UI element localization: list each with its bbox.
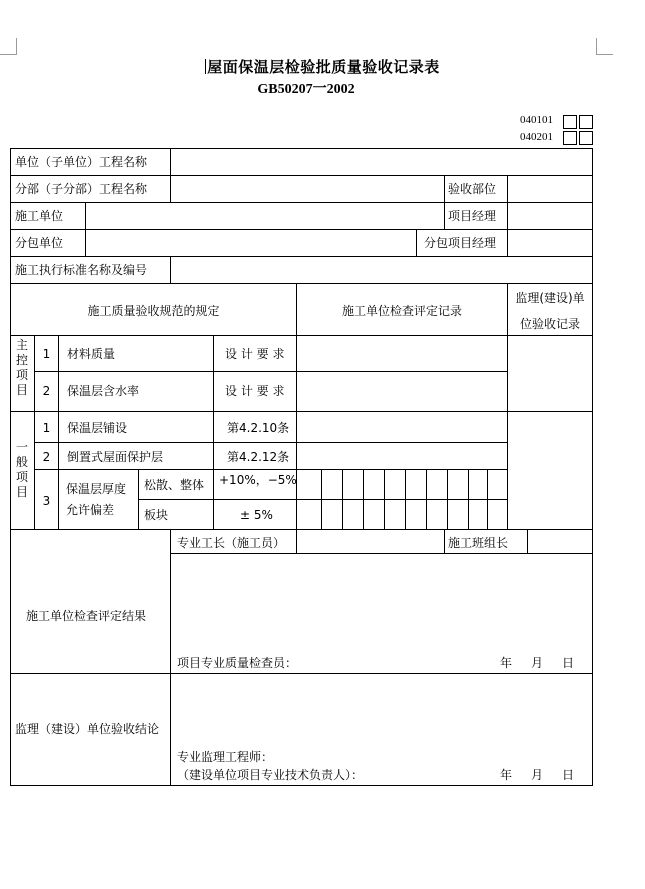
subitem-board: 板块 — [144, 508, 169, 522]
item-number: 3 — [42, 494, 51, 508]
main-control-label: 主 控 项 目 — [15, 338, 28, 397]
item-requirement: 第4.2.12条 — [227, 450, 290, 464]
year-label: 年 — [500, 768, 513, 782]
month-label: 月 — [531, 768, 544, 782]
inspection-code-1: 040101 — [520, 114, 553, 126]
supervision-header-line1: 监理(建设)单 — [515, 291, 585, 305]
unit-project-name-label: 单位（子单位）工程名称 — [15, 155, 148, 169]
supervision-engineer-label: 专业监理工程师： — [177, 750, 274, 764]
supervision-header-line2: 位验收记录 — [519, 317, 580, 331]
quality-inspector-label: 项目专业质量检查员： — [177, 656, 298, 670]
check-record-header: 施工单位检查评定记录 — [341, 304, 462, 318]
item-requirement: 设 计 要 求 — [225, 384, 285, 398]
subcontract-unit-label: 分包单位 — [15, 236, 64, 250]
foreman-label: 专业工长（施工员） — [177, 536, 286, 550]
division-project-name-label: 分部（子分部）工程名称 — [15, 182, 148, 196]
item-name-line1: 保温层厚度 — [66, 482, 127, 496]
item-number: 2 — [42, 384, 51, 398]
subcontract-manager-label: 分包项目经理 — [424, 236, 497, 250]
day-label: 日 — [562, 768, 575, 782]
document-title: 屋面保温层检验批质量验收记录表 — [207, 58, 440, 76]
subitem-loose-tolerance: +10%，−5% — [219, 473, 297, 487]
item-name-line2: 允许偏差 — [66, 503, 115, 517]
item-requirement: 设 计 要 求 — [225, 347, 285, 361]
subitem-board-tolerance: ± 5% — [240, 508, 273, 522]
project-manager-label: 项目经理 — [448, 209, 497, 223]
item-number: 1 — [42, 347, 51, 361]
standard-name-label: 施工执行标准名称及编号 — [15, 263, 148, 277]
acceptance-part-label: 验收部位 — [448, 182, 497, 196]
item-name: 倒置式屋面保护层 — [67, 450, 164, 464]
item-number: 1 — [42, 421, 51, 435]
subitem-loose: 松散、整体 — [144, 478, 205, 492]
supervision-conclusion-label: 监理（建设）单位验收结论 — [15, 722, 160, 736]
standard-number: GB50207一2002 — [257, 82, 355, 97]
year-label: 年 — [500, 656, 513, 670]
item-name: 保温层含水率 — [67, 384, 140, 398]
item-requirement: 第4.2.10条 — [227, 421, 290, 435]
item-number: 2 — [42, 450, 51, 464]
construction-unit-label: 施工单位 — [15, 209, 64, 223]
general-items-label: 一 般 项 目 — [15, 440, 28, 499]
owner-representative-label: （建设单位项目专业技术负责人）： — [177, 768, 364, 782]
month-label: 月 — [531, 656, 544, 670]
item-name: 材料质量 — [67, 347, 116, 361]
spec-header: 施工质量验收规范的规定 — [87, 304, 220, 318]
inspection-code-2: 040201 — [520, 131, 553, 143]
day-label: 日 — [562, 656, 575, 670]
construction-result-label: 施工单位检查评定结果 — [26, 609, 147, 623]
team-leader-label: 施工班组长 — [448, 536, 509, 550]
item-name: 保温层铺设 — [67, 421, 128, 435]
